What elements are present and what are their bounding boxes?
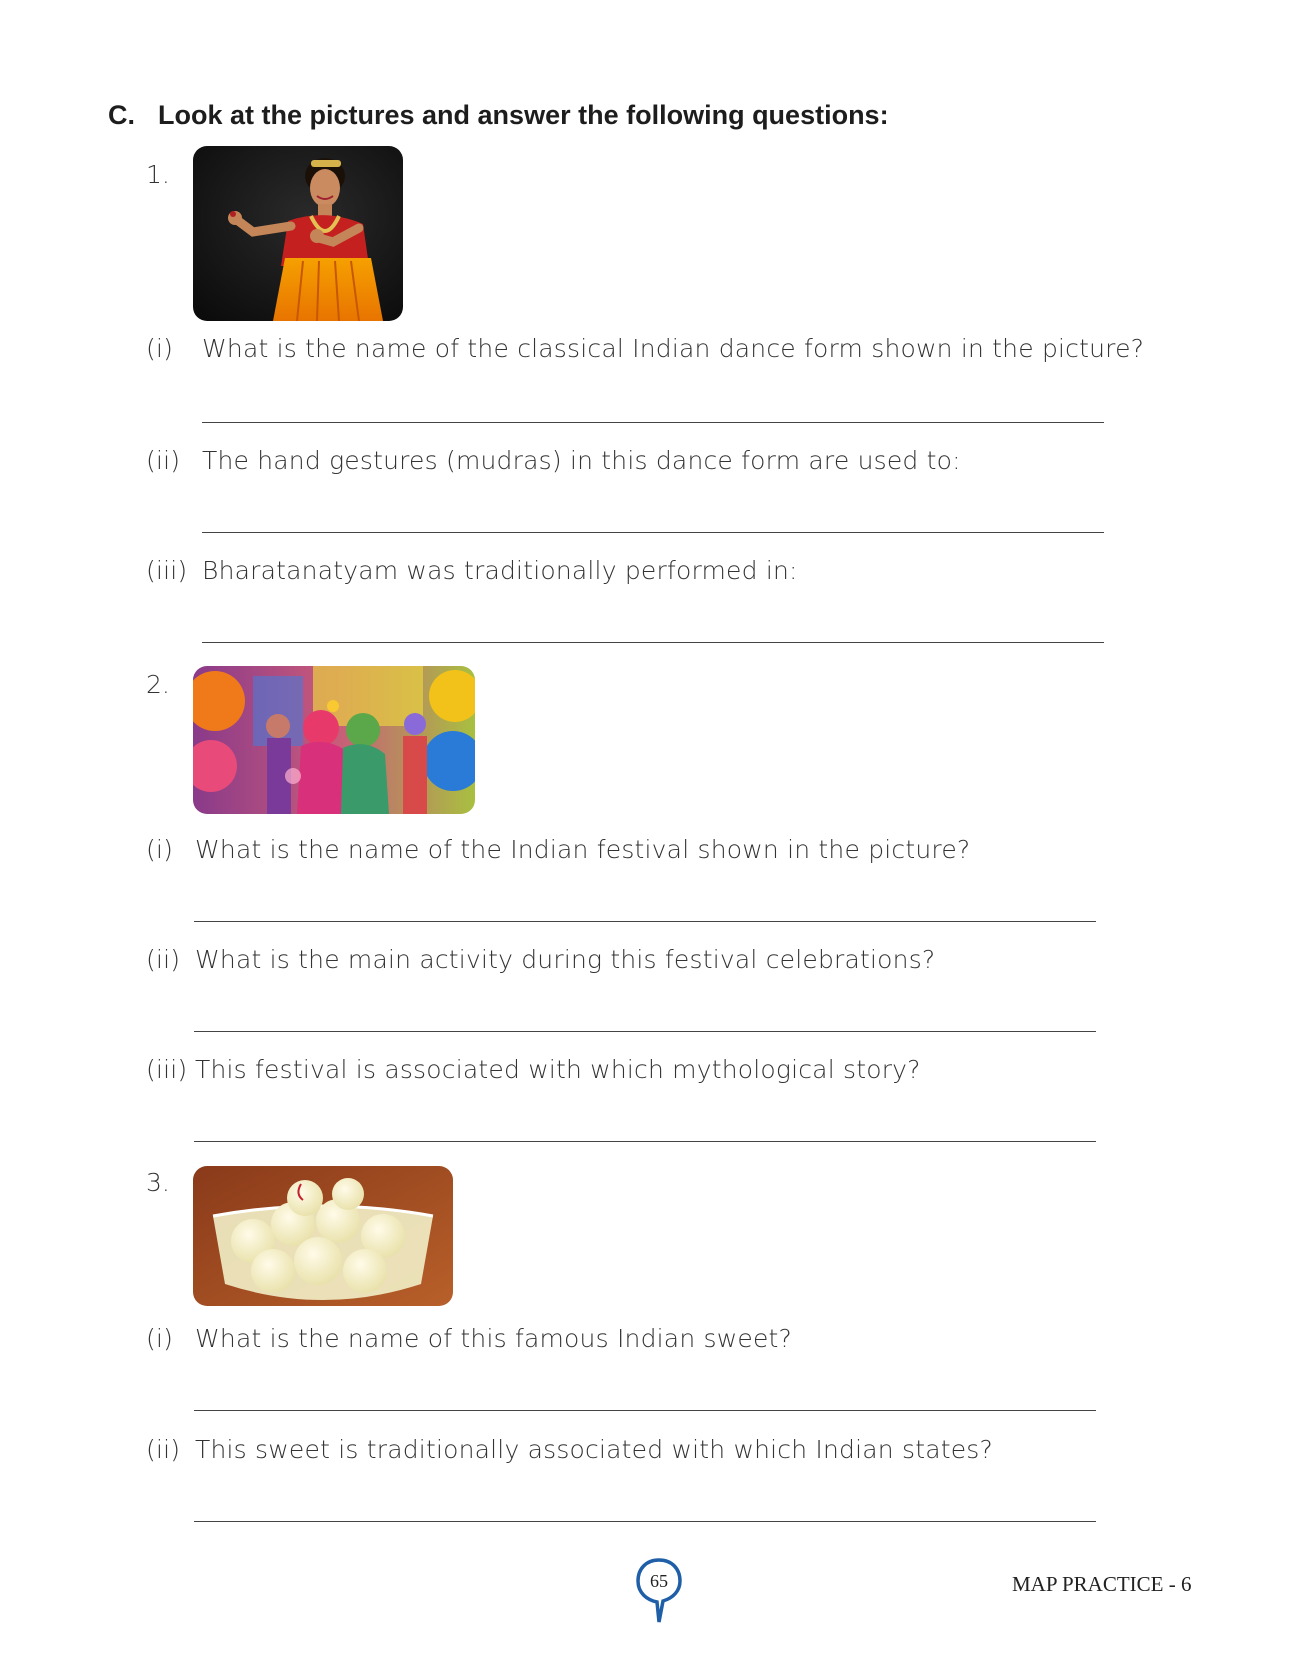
question-label: (i) [146,1324,174,1353]
question-3-ii [146,1435,993,1464]
question-text: What is the name of the Indian festival shown in the picture? [195,835,971,864]
page-number-badge [635,1556,683,1626]
question-2-i [146,835,970,864]
answer-line[interactable] [202,532,1104,533]
section-letter: C. [108,100,135,130]
question-label: (ii) [146,446,181,475]
answer-line[interactable] [202,642,1104,643]
question-text: The hand gestures (mudras) in this dance form are used to: [202,446,961,475]
holi-illustration [193,666,475,814]
dancer-image [193,146,403,321]
question-2-ii [146,945,935,974]
question-2-iii [146,1055,921,1084]
question-text: What is the name of this famous Indian sweet? [195,1324,793,1353]
question-text: This festival is associated with which mythological story? [195,1055,921,1084]
item-number-1: 1. [146,160,170,189]
question-1-iii [146,556,798,585]
answer-line[interactable] [202,422,1104,423]
question-label: (i) [146,334,174,363]
question-label: (iii) [146,556,188,585]
item-number-3: 3. [146,1168,170,1197]
answer-line[interactable] [194,1410,1096,1411]
page-badge-icon [635,1556,683,1626]
question-label: (iii) [146,1055,188,1084]
answer-line[interactable] [194,1031,1096,1032]
question-text: What is the main activity during this festival celebrations? [195,945,936,974]
question-label: (i) [146,835,174,864]
page-number: 65 [650,1571,668,1591]
question-1-i [146,334,1144,363]
question-label: (ii) [146,945,181,974]
rasgulla-illustration [193,1166,453,1306]
section-heading [108,100,889,131]
rasgulla-image [193,1166,453,1306]
question-text: Bharatanatyam was traditionally performed in: [202,556,798,585]
answer-line[interactable] [194,1141,1096,1142]
question-label: (ii) [146,1435,181,1464]
item-number-2: 2. [146,670,170,699]
section-title: Look at the pictures and answer the following questions: [158,100,889,130]
question-text: This sweet is traditionally associated with which Indian states? [195,1435,993,1464]
answer-line[interactable] [194,921,1096,922]
answer-line[interactable] [194,1521,1096,1522]
dancer-illustration [193,146,403,321]
question-text: What is the name of the classical Indian dance form shown in the picture? [202,334,1145,363]
question-3-i [146,1324,792,1353]
question-1-ii [146,446,961,475]
holi-image [193,666,475,814]
running-title: MAP PRACTICE - 6 [1012,1572,1192,1596]
